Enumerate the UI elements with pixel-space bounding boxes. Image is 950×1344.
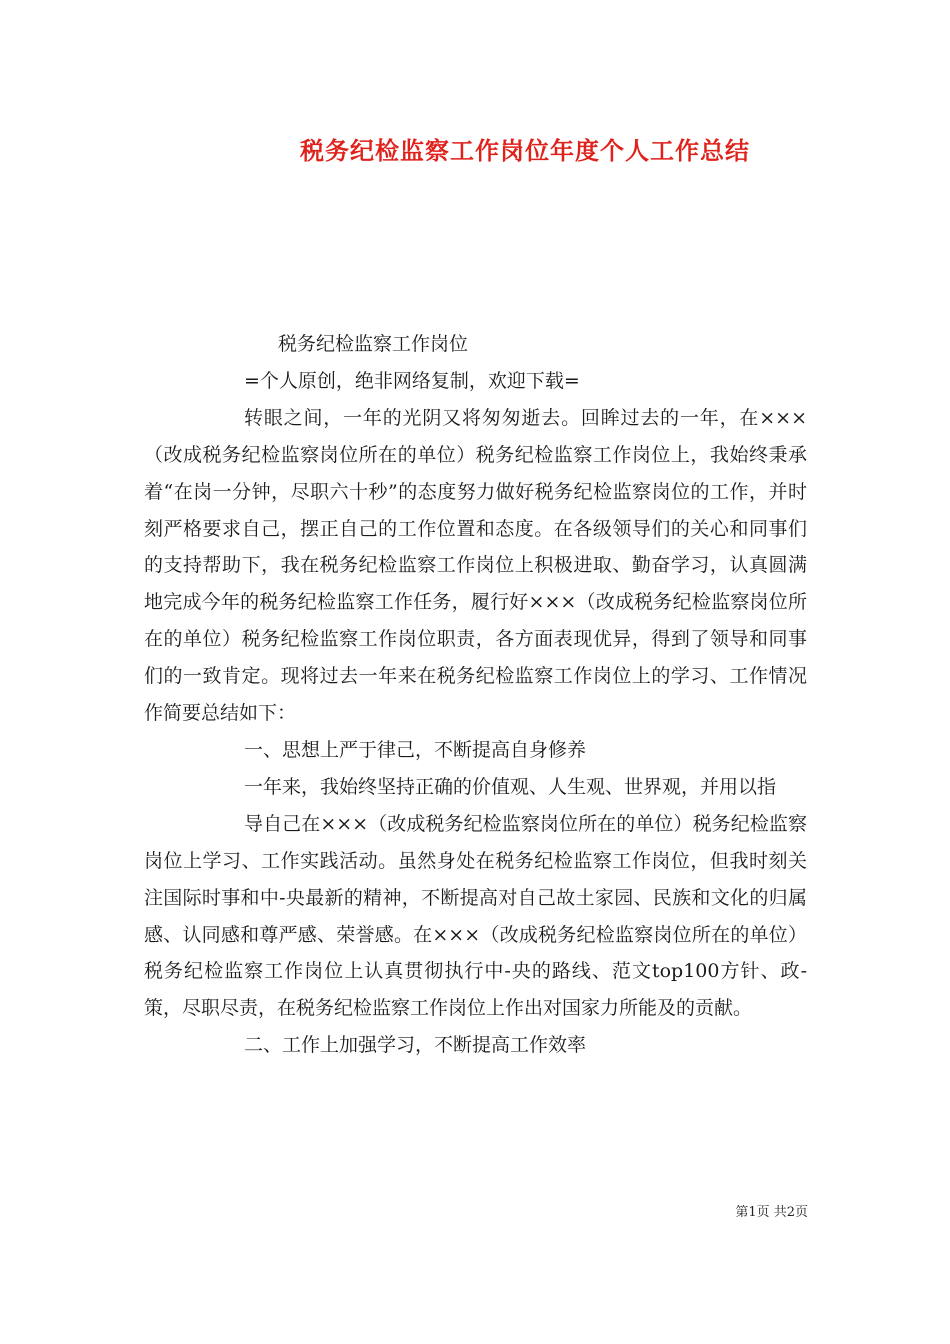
document-title: 税务纪检监察工作岗位年度个人工作总结: [300, 136, 750, 165]
paragraph-section-1-a: 一年来，我始终坚持正确的价值观、人生观、世界观，并用以指: [244, 775, 777, 798]
section-heading-2: 二、工作上加强学习，不断提高工作效率: [244, 1034, 587, 1057]
paragraph-section-1-b: 导自己在×××（改成税务纪检监察岗位所在的单位）税务纪检监察岗位上学习、工作实践活动。虽然身处在税务纪检监察工作岗位，但我时刻关注国际时事和中-央最新的精神，不断提高对自己故土家园、民族和文化的归属感、认同感和尊严感、荣誉感。在×××（改成税务纪检监察岗位所在的单位）税务纪检监察工作岗位上认真贯彻执行中-央的路线、范文top100方针、政-策，尽职尽责，在税务纪检监察工作岗位上作出对国家力所能及的贡献。: [144, 812, 807, 1020]
document-body: [144, 326, 807, 1064]
page-number: 第1页 共2页: [735, 1205, 808, 1220]
section-heading-1: 一、思想上严于律己，不断提高自身修养: [244, 738, 587, 761]
paragraph-intro: 转眼之间，一年的光阴又将匆匆逝去。回眸过去的一年，在×××（改成税务纪检监察岗位所在的单位）税务纪检监察工作岗位上，我始终秉承着“在岗一分钟，尽职六十秒”的态度努力做好税务纪检监察岗位的工作，并时刻严格要求自己，摆正自己的工作位置和态度。在各级领导们的关心和同事们的支持帮助下，我在税务纪检监察工作岗位上积极进取、勤奋学习，认真圆满地完成今年的税务纪检监察工作任务，履行好×××（改成税务纪检监察岗位所在的单位）税务纪检监察工作岗位职责，各方面表现优异，得到了领导和同事们的一致肯定。现将过去一年来在税务纪检监察工作岗位上的学习、工作情况作简要总结如下：: [144, 406, 807, 725]
paragraph-original-note: =个人原创，绝非网络复制，欢迎下载=: [244, 369, 580, 392]
paragraph-subtitle: 税务纪检监察工作岗位: [278, 333, 469, 355]
